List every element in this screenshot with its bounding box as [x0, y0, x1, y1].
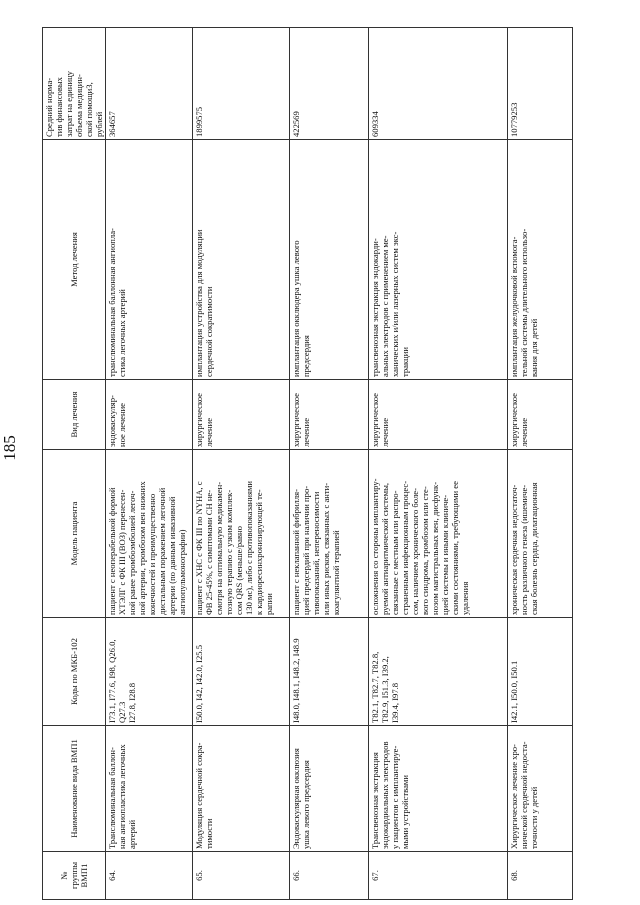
text-line: артерии (по данным инвазивной: [167, 496, 177, 615]
treatment-type: [106, 380, 193, 450]
text-line: смотря на оптимальную медикамен-: [214, 481, 224, 615]
row-number: 68.: [508, 852, 573, 900]
treatment-method: [369, 140, 508, 380]
text-line: хирургическое: [194, 393, 204, 447]
text-line: мыми устройствами: [400, 775, 410, 849]
text-line: ской помощи3,: [84, 82, 94, 137]
text-line: удаления: [460, 581, 470, 615]
text-line: трансвенозная экстракция эндокарди-: [370, 238, 380, 377]
text-line: ность различного генеза (ишемиче-: [519, 484, 529, 615]
text-line: артерий: [127, 819, 137, 849]
treatment-type: [508, 380, 573, 450]
text-line: ская болезнь сердца, дилатационная: [529, 482, 539, 615]
text-line: нозом магистральных вен, дисфунк-: [430, 481, 440, 615]
cost-value: 422569: [290, 28, 369, 140]
text-line: вания для детей: [529, 318, 539, 377]
text-line: лечение: [301, 417, 311, 447]
text-line: тозную терапию с узким комплек-: [224, 489, 234, 615]
text-line: Хирургическое лечение хро-: [509, 744, 519, 849]
text-line: Q27.3: [117, 701, 127, 723]
patient-model: [508, 450, 573, 618]
patient-model: [290, 450, 369, 618]
text-line: имплантация окклюдера ушка левого: [291, 240, 301, 377]
text-line: страненным инфекционным процес-: [400, 480, 410, 615]
vmp-name: [106, 726, 193, 852]
text-line: пациент с неоперабельной формой: [107, 487, 117, 615]
text-line: тимости: [204, 818, 214, 849]
treatment-method: [290, 140, 369, 380]
text-line: объема медицин-: [74, 74, 84, 137]
row-number: 64.: [106, 852, 193, 900]
text-line: ное лечение: [117, 402, 127, 447]
text-line: руемой антиаритмической системы,: [380, 482, 390, 615]
row-number: 65.: [193, 852, 290, 900]
text-line: сом, наличием хронического боле-: [410, 488, 420, 615]
text-line: ХТЭЛГ с ФК III (ВОЗ) перенесен-: [117, 489, 127, 615]
text-line: лечение: [380, 417, 390, 447]
cost-value: 609334: [369, 28, 508, 140]
text-line: тив финансовых: [54, 77, 64, 137]
text-line: ангиопульмонографии): [177, 529, 187, 615]
text-line: I73.1, I77.6, I98, Q26.0,: [107, 639, 117, 723]
text-line: Средний норма-: [44, 77, 54, 137]
text-line: рапии: [264, 593, 274, 615]
text-line: имплантация устройства для модуляции: [194, 229, 204, 377]
text-line: ной артерии, тромбозом вен нижних: [137, 481, 147, 615]
text-line: к кардиоресинхронизирующей те-: [254, 489, 264, 615]
table-row: [290, 28, 369, 900]
text-line: точности у детей: [529, 786, 539, 849]
header-cost: [43, 28, 106, 140]
text-line: пациент с ХНС с ФК III по NYHA, с: [194, 481, 204, 615]
text-line: тельной системы длительного использо-: [519, 228, 529, 377]
text-line: у пациентов с имплантируе-: [390, 745, 400, 849]
header-codes: Коды по МКБ-102: [43, 618, 106, 726]
header-model: Модель пациента: [43, 450, 106, 618]
text-line: хирургическое: [509, 393, 519, 447]
text-line: тракции: [400, 347, 410, 377]
vmp-name: [193, 726, 290, 852]
text-line: имплантация желудочковой вспомога-: [509, 236, 519, 377]
text-line: хирургическое: [370, 393, 380, 447]
patient-model: [369, 450, 508, 618]
text-line: хирургическое: [291, 393, 301, 447]
text-line: эндокардиальных электродов: [380, 741, 390, 849]
text-line: сом QRS (меньше/равно: [234, 526, 244, 615]
text-line: эндоваскуляр-: [107, 395, 117, 447]
table-row: [193, 28, 290, 900]
text-line: Транслюминальная баллон-: [107, 747, 117, 849]
vmp-name: [508, 726, 573, 852]
icd-codes: I48.0, I48.1, I48.2, I48.9: [290, 618, 369, 726]
text-line: транслюминальная баллонная ангиопла-: [107, 228, 117, 377]
treatment-type: [290, 380, 369, 450]
text-line: цией предсердий при наличии про-: [301, 485, 311, 615]
text-line: Трансвенозная экстракция: [370, 752, 380, 849]
icd-codes: [106, 618, 193, 726]
text-line: затрат на единицу: [64, 71, 74, 137]
patient-model: [193, 450, 290, 618]
text-line: ВМП1: [79, 863, 89, 888]
text-line: T82.1, T82.7, T82.8,: [370, 651, 380, 723]
text-line: цией системы и иными клиниче-: [440, 494, 450, 615]
cost-value: 364657: [106, 28, 193, 140]
treatment-type: [369, 380, 508, 450]
text-line: осложнения со стороны имплантиру-: [370, 478, 380, 615]
table-row: [508, 28, 573, 900]
text-line: или иных рисков, связанных с анти-: [321, 482, 331, 615]
header-treatment-type: Вид лечения: [43, 380, 106, 450]
text-line: ханических и/или лазерных систем экс-: [390, 231, 400, 377]
text-line: альных электродов с применением ме-: [380, 235, 390, 377]
table-row: [369, 28, 508, 900]
text-line: тивопоказаний, непереносимости: [311, 491, 321, 615]
treatment-type: [193, 380, 290, 450]
icd-codes: I50.0, I42, I42.0, I25.5: [193, 618, 290, 726]
text-line: Модуляция сердечной сокра-: [194, 742, 204, 849]
text-line: ушка левого предсердия: [301, 760, 311, 849]
text-line: хроническая сердечная недостаточ-: [509, 484, 519, 615]
text-line: T82.9, I51.3, I39.2,: [380, 656, 390, 723]
vmp-name: [290, 726, 369, 852]
patient-model: [106, 450, 193, 618]
header-row: [43, 28, 106, 900]
text-line: связанные с местным или распро-: [390, 490, 400, 615]
vmp-name: [369, 726, 508, 852]
text-line: группы: [69, 862, 79, 889]
row-number: 66.: [290, 852, 369, 900]
vmp-table: [42, 27, 573, 900]
cost-value: 10779253: [508, 28, 573, 140]
text-line: 130 мс), либо с противопоказаниями: [244, 480, 254, 615]
text-line: нической сердечной недоста-: [519, 741, 529, 849]
text-line: I27.8, I28.8: [127, 682, 137, 723]
treatment-method: [193, 140, 290, 380]
text-line: рублей: [94, 111, 104, 137]
text-line: пациент с неклапанной фибрилля-: [291, 489, 301, 615]
text-line: ная ангиопластика легочных: [117, 744, 127, 849]
text-line: Эндоваскулярная окклюзия: [291, 748, 301, 849]
text-line: лечение: [204, 417, 214, 447]
text-line: сердечной сократимости: [204, 286, 214, 377]
page-number: 185: [0, 435, 19, 461]
header-name: Наименование вида ВМП1: [43, 726, 106, 852]
text-line: предсердия: [301, 335, 311, 377]
text-line: ной ранее тромбоэмболией легоч-: [127, 490, 137, 615]
text-line: коагулянтной терапией: [331, 530, 341, 615]
cost-value: 1899575: [193, 28, 290, 140]
icd-codes: [369, 618, 508, 726]
treatment-method: [106, 140, 193, 380]
text-line: лечение: [519, 417, 529, 447]
text-line: конечностей и преимущественно: [147, 493, 157, 615]
text-line: скими состояниями, требующими ее: [450, 481, 460, 615]
text-line: I39.4, I97.8: [390, 682, 400, 723]
text-line: дистальным поражением легочной: [157, 487, 167, 615]
text-line: стика легочных артерий: [117, 289, 127, 377]
header-group: [43, 852, 106, 900]
icd-codes: I42.1, I50.0, I50.1: [508, 618, 573, 726]
treatment-method: [508, 140, 573, 380]
text-line: №: [59, 871, 69, 880]
header-method: Метод лечения: [43, 140, 106, 380]
row-number: 67.: [369, 852, 508, 900]
text-line: ФВ 25-45%, с симптомами СН не-: [204, 489, 214, 615]
table-row: [106, 28, 193, 900]
text-line: вого синдрома, тромбозом или сте-: [420, 486, 430, 615]
